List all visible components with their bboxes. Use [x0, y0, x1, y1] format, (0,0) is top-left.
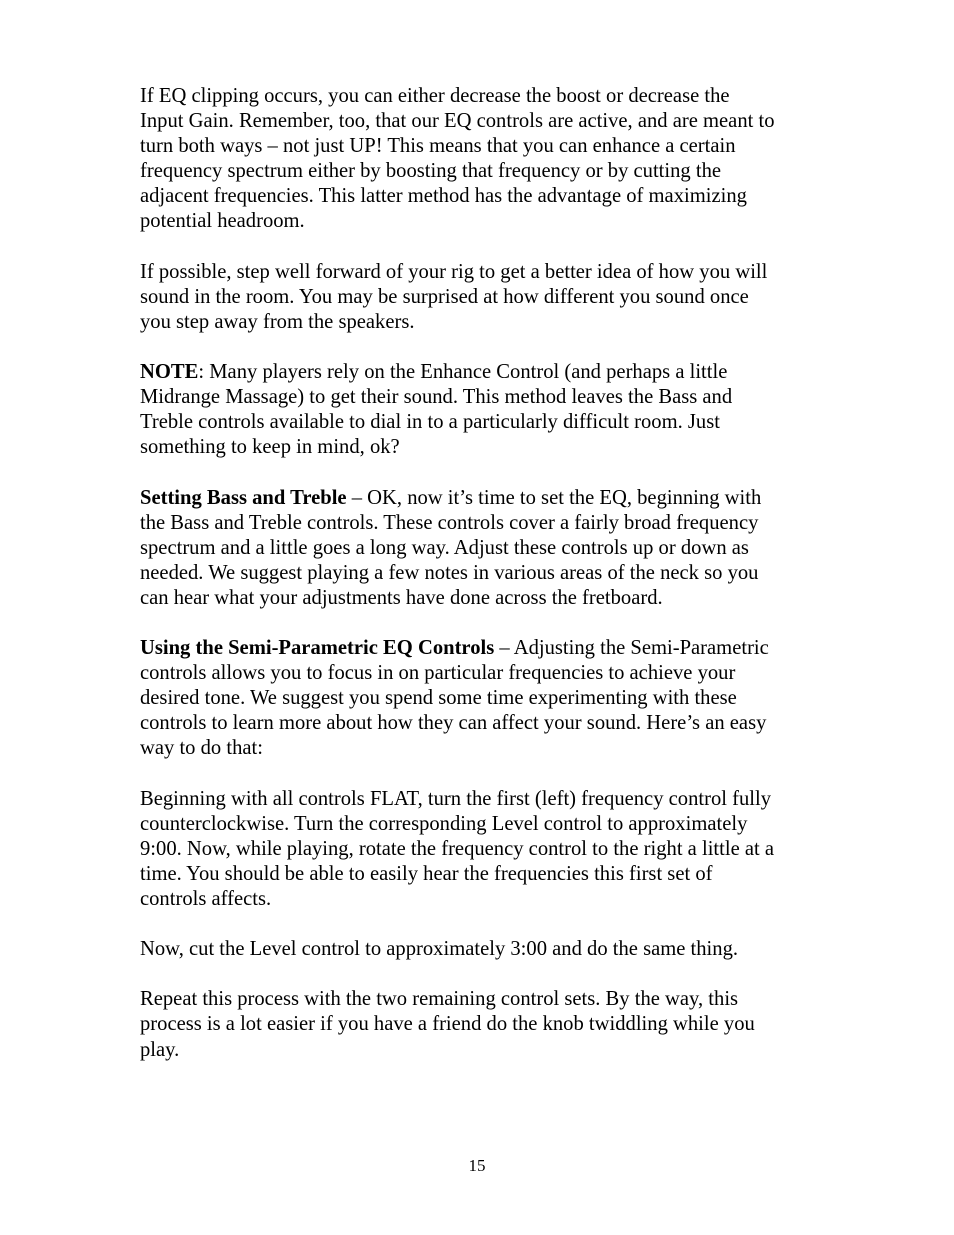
paragraph-beginning-flat — [140, 787, 820, 912]
paragraph-note — [140, 360, 820, 460]
paragraph-cut-level — [140, 937, 820, 962]
paragraph-text: Beginning with all controls FLAT, turn the first (left) frequency control fully counterclockwise. Turn the corresponding Level control to approximately 9:00. Now, while playing, rotate the frequency control to the right a little at a time. You should be able to easily hear the frequencies this first set of controls affects. — [140, 787, 775, 910]
paragraph-step-forward — [140, 260, 820, 335]
page-number: 15 — [468, 1156, 486, 1175]
paragraph-lead-heading: Using the Semi-Parametric EQ Controls — [140, 637, 495, 660]
paragraph-text: If possible, step well forward of your rig to get a better idea of how you will sound in the room. You may be surprised at how different you sound once you step away from the speakers. — [140, 260, 768, 333]
paragraph-repeat-process — [140, 987, 820, 1062]
paragraph-text: – Adjusting the Semi-Parametric controls allows you to focus in on particular frequencies to achieve your desired tone. We suggest you spend some time experimenting with these controls to learn more about how they can affect your sound. Here’s an easy way to do that: — [140, 637, 769, 760]
body-text — [140, 84, 820, 1088]
paragraph-text: Repeat this process with the two remaining control sets. By the way, this process is a lot easier if you have a friend do the knob twiddling while you play. — [140, 988, 755, 1061]
paragraph-semi-parametric — [140, 636, 820, 761]
paragraph-setting-bass-treble — [140, 486, 820, 611]
paragraph-eq-clipping — [140, 84, 820, 235]
paragraph-lead-heading: Setting Bass and Treble — [140, 486, 347, 509]
paragraph-text: – OK, now it’s time to set the EQ, beginning with the Bass and Treble controls. These controls cover a fairly broad frequency spectrum and a little goes a long way. Adjust these controls up or down as needed. We suggest playing a few notes in various areas of the neck so you can hear what your adjustments have done across the fretboard. — [140, 486, 762, 609]
paragraph-text: If EQ clipping occurs, you can either decrease the boost or decrease the Input Gain. Remember, too, that our EQ controls are active, and are meant to turn both ways – not just UP! This means that you can enhance a certain frequency spectrum either by boosting that frequency or by cutting the adjacent frequencies. This latter method has the advantage of maximizing potential headroom. — [140, 85, 775, 233]
paragraph-text: : Many players rely on the Enhance Control (and perhaps a little Midrange Massage) to get their sound. This method leaves the Bass and Treble controls available to dial in to a particularly difficult room. Just something to keep in mind, ok? — [140, 361, 733, 459]
paragraph-lead-heading: NOTE — [140, 361, 199, 384]
paragraph-text: Now, cut the Level control to approximately 3:00 and do the same thing. — [140, 938, 739, 961]
